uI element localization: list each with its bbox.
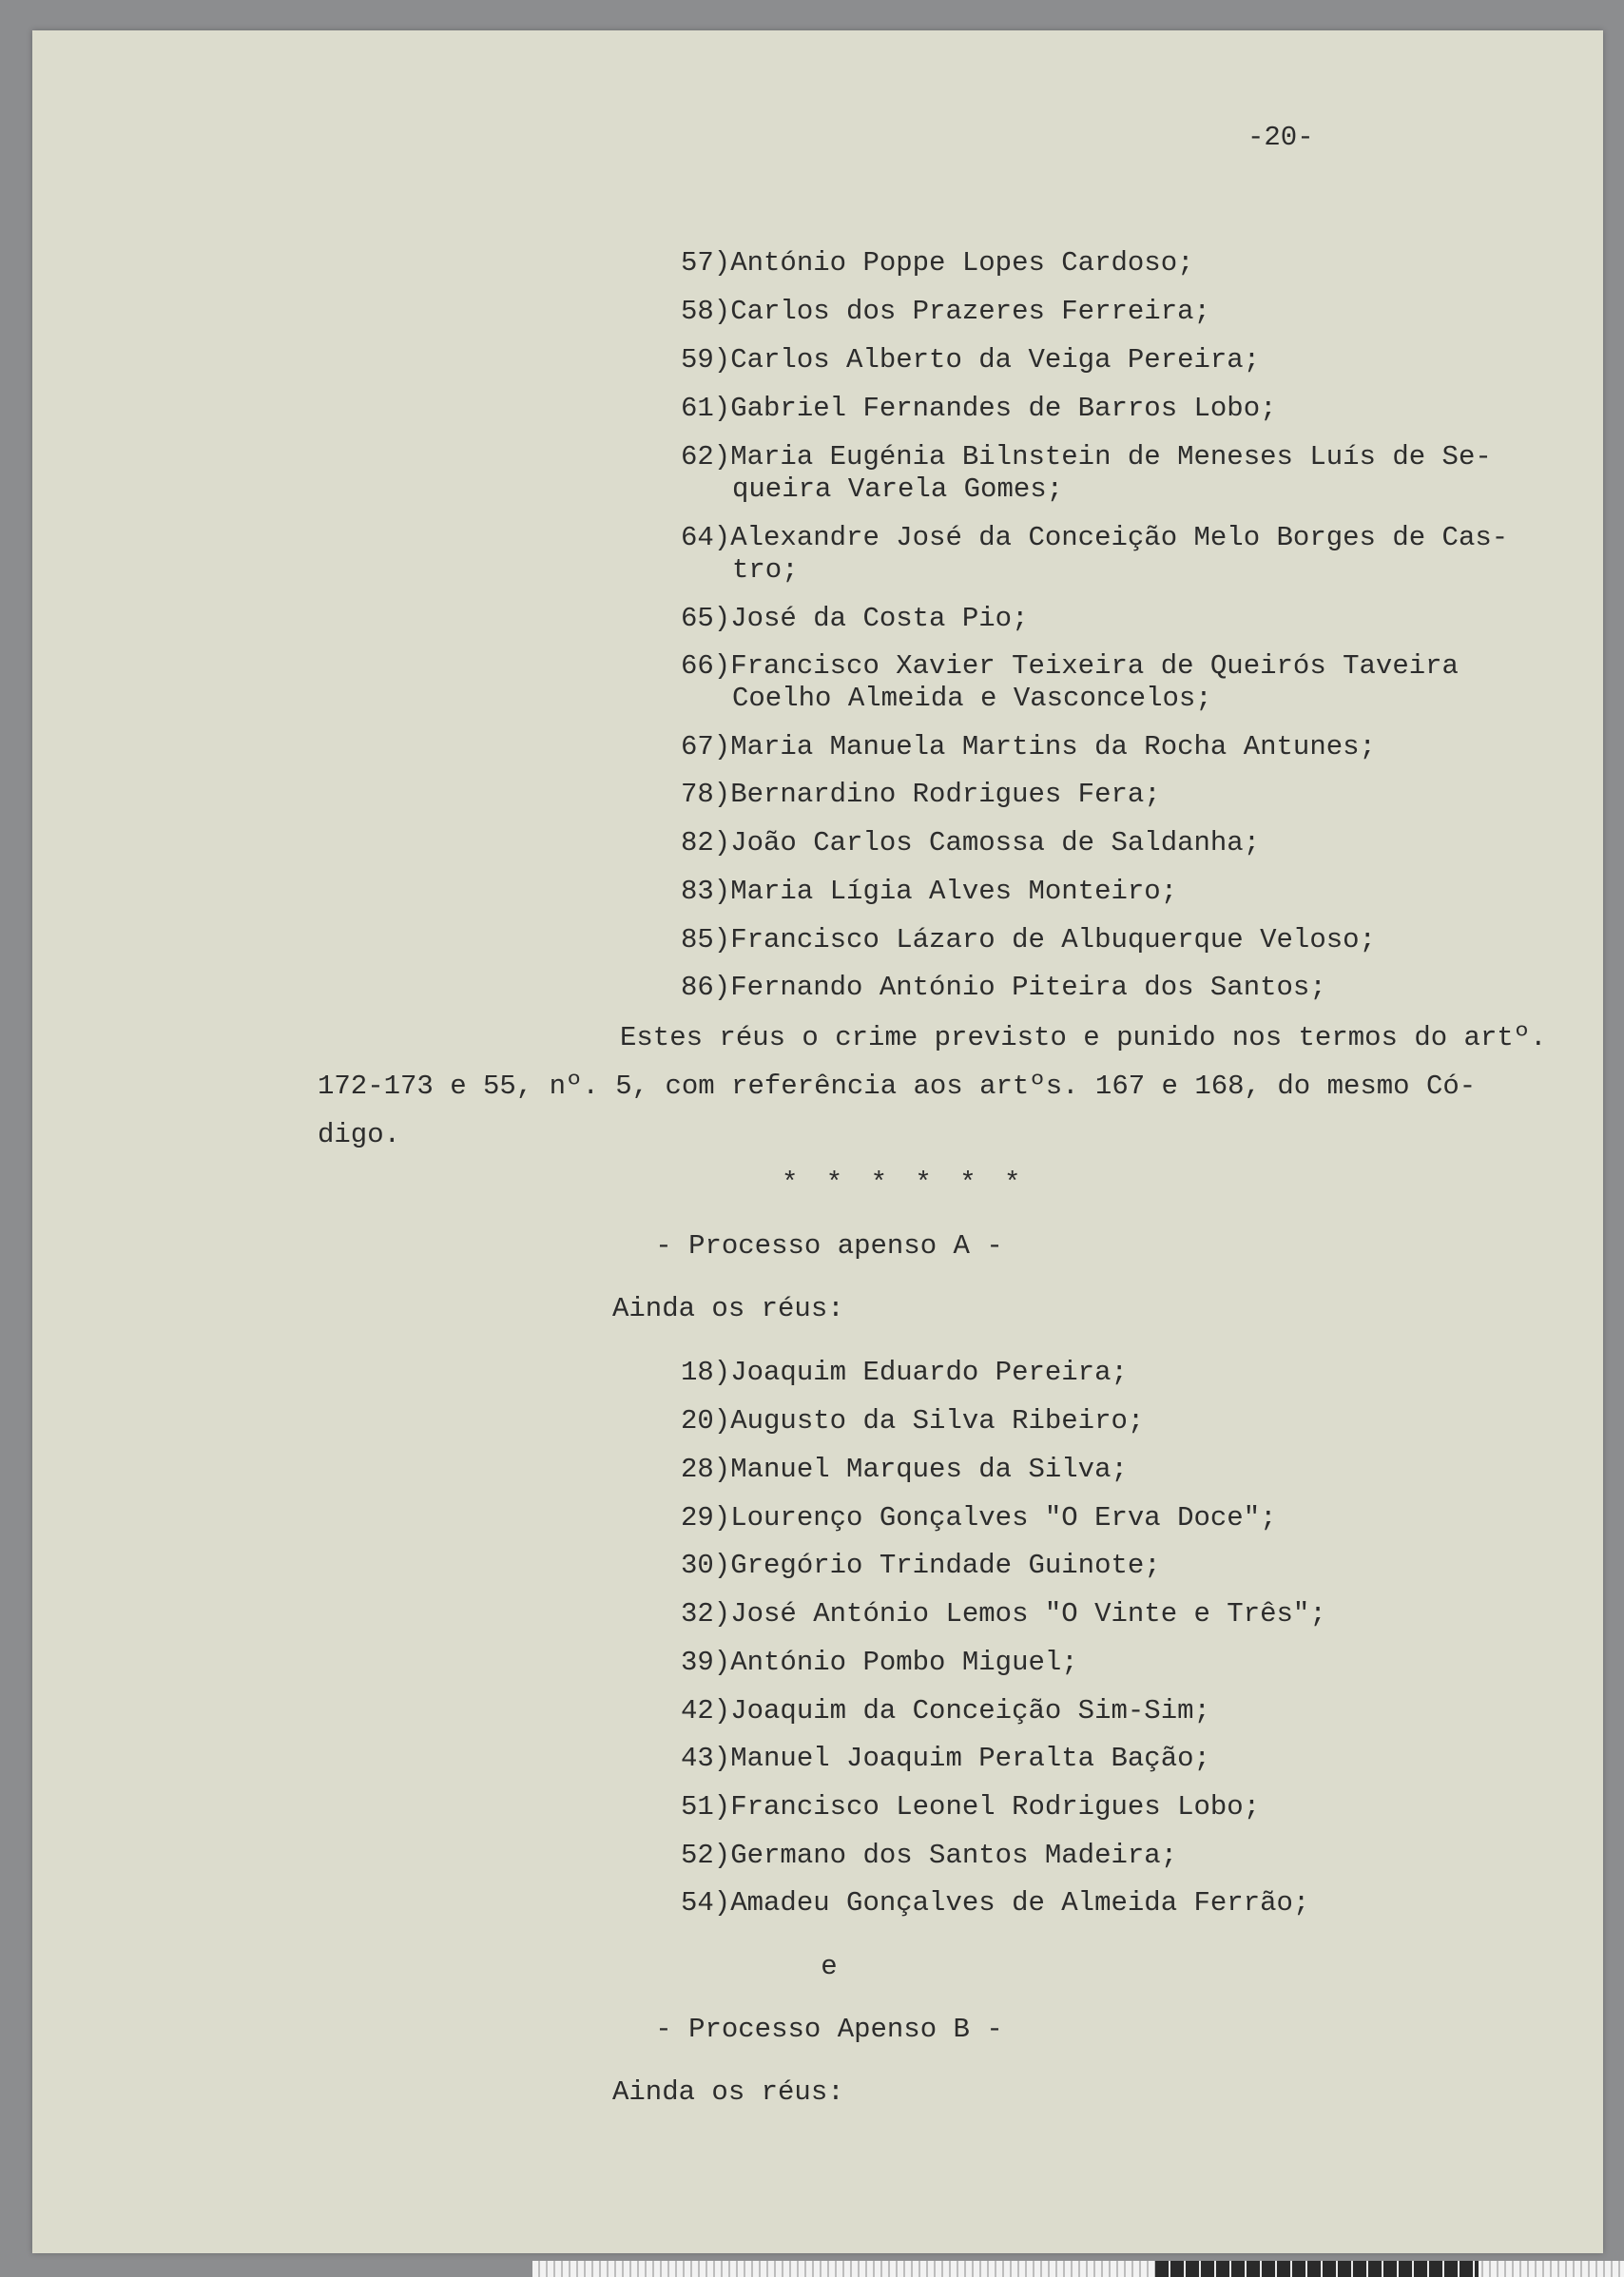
item-text: António Poppe Lopes Cardoso;: [730, 247, 1194, 279]
item-text: Carlos Alberto da Veiga Pereira;: [730, 344, 1261, 376]
item-text: Gregório Trindade Guinote;: [730, 1550, 1161, 1581]
paragraph-line: 172-173 e 55, nº. 5, com referência aos artºs. 167 e 168, do mesmo Có-: [318, 1071, 1477, 1102]
page-number: -20-: [1247, 122, 1314, 153]
item-number: 58): [681, 296, 731, 327]
item-text: Manuel Marques da Silva;: [730, 1454, 1128, 1485]
item-text: Germano dos Santos Madeira;: [730, 1840, 1178, 1871]
item-number: 86): [681, 972, 731, 1003]
item-number: 78): [681, 779, 731, 810]
item-number: 66): [681, 650, 731, 682]
item-text: José da Costa Pio;: [730, 603, 1029, 634]
item-number: 29): [681, 1502, 731, 1534]
list-item: [681, 1743, 1584, 1775]
item-number: 39): [681, 1647, 731, 1678]
item-number: 51): [681, 1791, 731, 1823]
item-text: Maria Manuela Martins da Rocha Antunes;: [730, 731, 1376, 762]
list-item: [681, 1502, 1584, 1534]
item-text: João Carlos Camossa de Saldanha;: [730, 827, 1261, 859]
list-item: [681, 1454, 1584, 1486]
list-item: [681, 1695, 1584, 1727]
paragraph-line: digo.: [318, 1119, 401, 1150]
item-text: Francisco Xavier Teixeira de Queirós Taveira: [730, 650, 1459, 682]
item-number: 28): [681, 1454, 731, 1485]
section-intro-a: Ainda os réus:: [612, 1293, 844, 1324]
item-text: Lourenço Gonçalves "O Erva Doce";: [730, 1502, 1277, 1534]
item-text: Augusto da Silva Ribeiro;: [730, 1405, 1145, 1437]
list-item: [681, 924, 1584, 956]
list-item: [681, 344, 1584, 376]
section-heading-b: - Processo Apenso B -: [655, 2014, 1003, 2045]
list-item: [681, 1840, 1584, 1872]
item-text: Maria Eugénia Bilnstein de Meneses Luís de Se-: [730, 441, 1492, 473]
item-continuation: queira Varela Gomes;: [732, 473, 1064, 505]
list-item: [681, 441, 1584, 506]
item-text: Manuel Joaquim Peralta Bação;: [730, 1743, 1210, 1774]
item-number: 30): [681, 1550, 731, 1581]
item-text: Fernando António Piteira dos Santos;: [730, 972, 1326, 1003]
item-number: 52): [681, 1840, 731, 1871]
list-item: [681, 393, 1584, 425]
item-continuation: Coelho Almeida e Vasconcelos;: [732, 683, 1212, 714]
list-item: [681, 296, 1584, 328]
list-item: [681, 1887, 1584, 1920]
item-number: 62): [681, 441, 731, 473]
list-item: [681, 972, 1584, 1004]
item-text: Joaquim Eduardo Pereira;: [730, 1357, 1128, 1388]
item-number: 64): [681, 522, 731, 553]
item-number: 20): [681, 1405, 731, 1437]
item-number: 83): [681, 876, 731, 907]
separator: * * * * * *: [782, 1167, 1027, 1199]
conjunction: e: [821, 1951, 838, 1982]
list-item: [681, 779, 1584, 811]
list-item: [681, 731, 1584, 763]
item-continuation: tro;: [732, 554, 799, 586]
list-item: [681, 247, 1584, 280]
list-item: [681, 1550, 1584, 1582]
item-number: 43): [681, 1743, 731, 1774]
item-text: Francisco Lázaro de Albuquerque Veloso;: [730, 924, 1376, 955]
section-heading-a: - Processo apenso A -: [655, 1230, 1003, 1262]
item-number: 65): [681, 603, 731, 634]
item-text: Gabriel Fernandes de Barros Lobo;: [730, 393, 1277, 424]
list-item: [681, 1598, 1584, 1631]
item-number: 18): [681, 1357, 731, 1388]
list-item: [681, 1405, 1584, 1438]
item-text: Carlos dos Prazeres Ferreira;: [730, 296, 1210, 327]
item-text: Alexandre José da Conceição Melo Borges de Cas-: [730, 522, 1509, 553]
item-text: José António Lemos "O Vinte e Três";: [730, 1598, 1326, 1630]
item-text: Amadeu Gonçalves de Almeida Ferrão;: [730, 1887, 1310, 1919]
document-page: [32, 30, 1603, 2253]
section-intro-b: Ainda os réus:: [612, 2076, 844, 2108]
item-number: 61): [681, 393, 731, 424]
item-number: 82): [681, 827, 731, 859]
item-text: Maria Lígia Alves Monteiro;: [730, 876, 1178, 907]
list-item: [681, 522, 1584, 587]
list-item: [681, 1647, 1584, 1679]
list-item: [681, 1357, 1584, 1389]
item-text: António Pombo Miguel;: [730, 1647, 1078, 1678]
list-item: [681, 1791, 1584, 1824]
item-number: 57): [681, 247, 731, 279]
paragraph-line: Estes réus o crime previsto e punido nos termos do artº.: [620, 1022, 1547, 1053]
scan-ruler-dark: [1155, 2261, 1479, 2277]
body-paragraph: [318, 1013, 1582, 1159]
item-text: Bernardino Rodrigues Fera;: [730, 779, 1161, 810]
list-item: [681, 876, 1584, 908]
item-number: 54): [681, 1887, 731, 1919]
list-item: [681, 603, 1584, 635]
item-number: 32): [681, 1598, 731, 1630]
list-item: [681, 650, 1584, 715]
item-text: Joaquim da Conceição Sim-Sim;: [730, 1695, 1210, 1727]
list-item: [681, 827, 1584, 859]
item-number: 85): [681, 924, 731, 955]
item-number: 42): [681, 1695, 731, 1727]
item-text: Francisco Leonel Rodrigues Lobo;: [730, 1791, 1261, 1823]
item-number: 67): [681, 731, 731, 762]
item-number: 59): [681, 344, 731, 376]
